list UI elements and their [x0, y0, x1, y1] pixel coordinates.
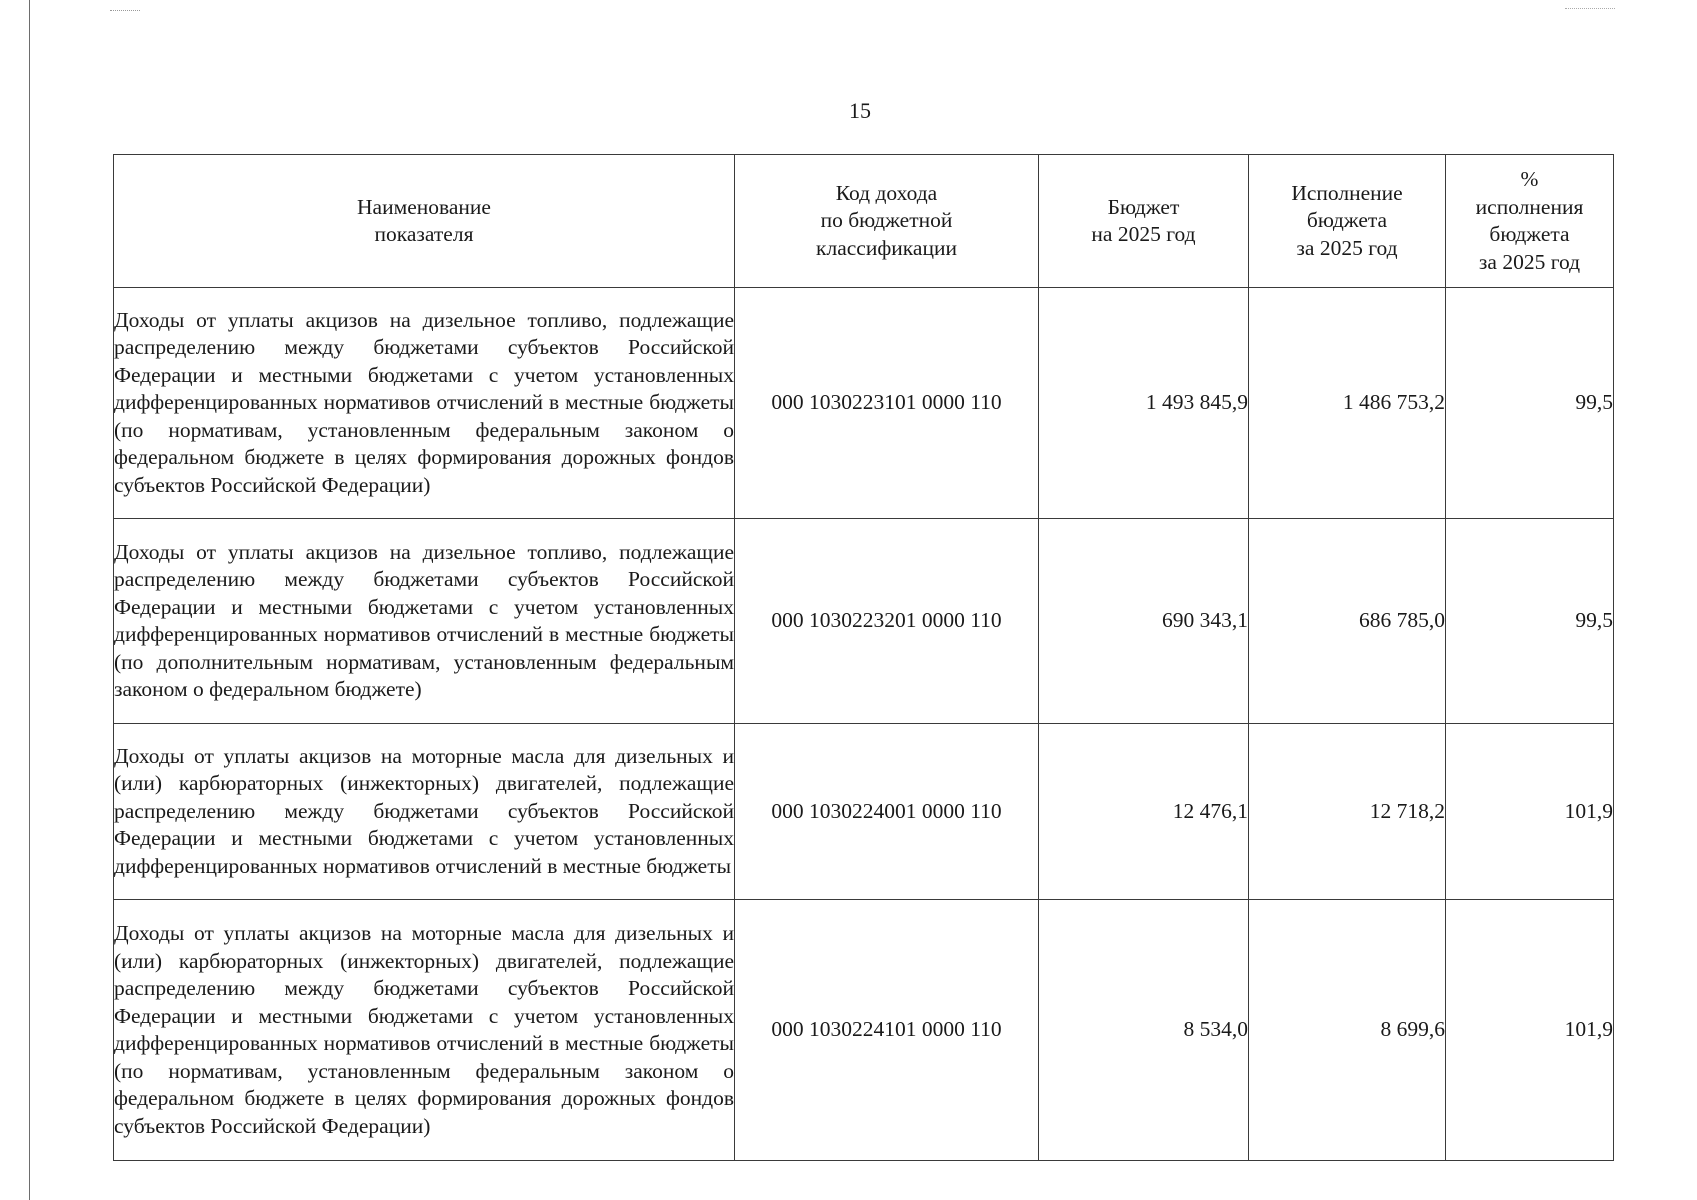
table-row: [114, 519, 1614, 724]
row-budget-value: 690 343,1: [1039, 519, 1249, 724]
row-execution-value: 12 718,2: [1249, 724, 1446, 900]
row-execution-percent: 101,9: [1446, 724, 1614, 900]
row-execution-percent: 101,9: [1446, 900, 1614, 1161]
row-execution-percent: 99,5: [1446, 519, 1614, 724]
revenue-table: [113, 154, 1614, 1161]
scan-margin-line: [29, 0, 30, 1200]
header-budget: Бюджет на 2025 год: [1039, 155, 1249, 288]
row-execution-value: 686 785,0: [1249, 519, 1446, 724]
header-revenue-code: Код дохода по бюджетной классификации: [735, 155, 1039, 288]
row-revenue-code: 000 1030223201 0000 110: [735, 519, 1039, 724]
row-revenue-code: 000 1030223101 0000 110: [735, 288, 1039, 519]
scan-artifact-mark: [1565, 8, 1615, 12]
table-header-row: [114, 155, 1614, 288]
table-row: [114, 288, 1614, 519]
row-execution-value: 1 486 753,2: [1249, 288, 1446, 519]
row-indicator-name: Доходы от уплаты акцизов на моторные масла для дизельных и (или) карбюраторных (инжекторных) двигателей, подлежащие распределению между бюджетами субъектов Российской Федерации и местными бюджетами с учетом установленных дифференцированных нормативов отчислений в местные бюджеты (по нормативам, установленным федеральным законом о федеральном бюджете в целях формирования дорожных фондов субъектов Российской Федерации): [114, 900, 735, 1161]
scan-artifact-mark: [110, 10, 140, 14]
row-indicator-name: Доходы от уплаты акцизов на дизельное топливо, подлежащие распределению между бюджетами субъектов Российской Федерации и местными бюджетами с учетом установленных дифференцированных нормативов отчислений в местные бюджеты (по дополнительным нормативам, установленным федеральным законом о федеральном бюджете): [114, 519, 735, 724]
header-indicator-name: Наименование показателя: [114, 155, 735, 288]
row-indicator-name: Доходы от уплаты акцизов на моторные масла для дизельных и (или) карбюраторных (инжекторных) двигателей, подлежащие распределению между бюджетами субъектов Российской Федерации и местными бюджетами с учетом установленных дифференцированных нормативов отчислений в местные бюджеты: [114, 724, 735, 900]
row-budget-value: 1 493 845,9: [1039, 288, 1249, 519]
row-execution-value: 8 699,6: [1249, 900, 1446, 1161]
page-number: 15: [849, 98, 871, 123]
row-execution-percent: 99,5: [1446, 288, 1614, 519]
row-budget-value: 12 476,1: [1039, 724, 1249, 900]
table-row: [114, 900, 1614, 1161]
header-execution-percent: % исполнения бюджета за 2025 год: [1446, 155, 1614, 288]
header-execution: Исполнение бюджета за 2025 год: [1249, 155, 1446, 288]
row-revenue-code: 000 1030224101 0000 110: [735, 900, 1039, 1161]
row-indicator-name: Доходы от уплаты акцизов на дизельное топливо, подлежащие распределению между бюджетами субъектов Российской Федерации и местными бюджетами с учетом установленных дифференцированных нормативов отчислений в местные бюджеты (по нормативам, установленным федеральным законом о федеральном бюджете в целях формирования дорожных фондов субъектов Российской Федерации): [114, 288, 735, 519]
row-revenue-code: 000 1030224001 0000 110: [735, 724, 1039, 900]
row-budget-value: 8 534,0: [1039, 900, 1249, 1161]
table-row: [114, 724, 1614, 900]
